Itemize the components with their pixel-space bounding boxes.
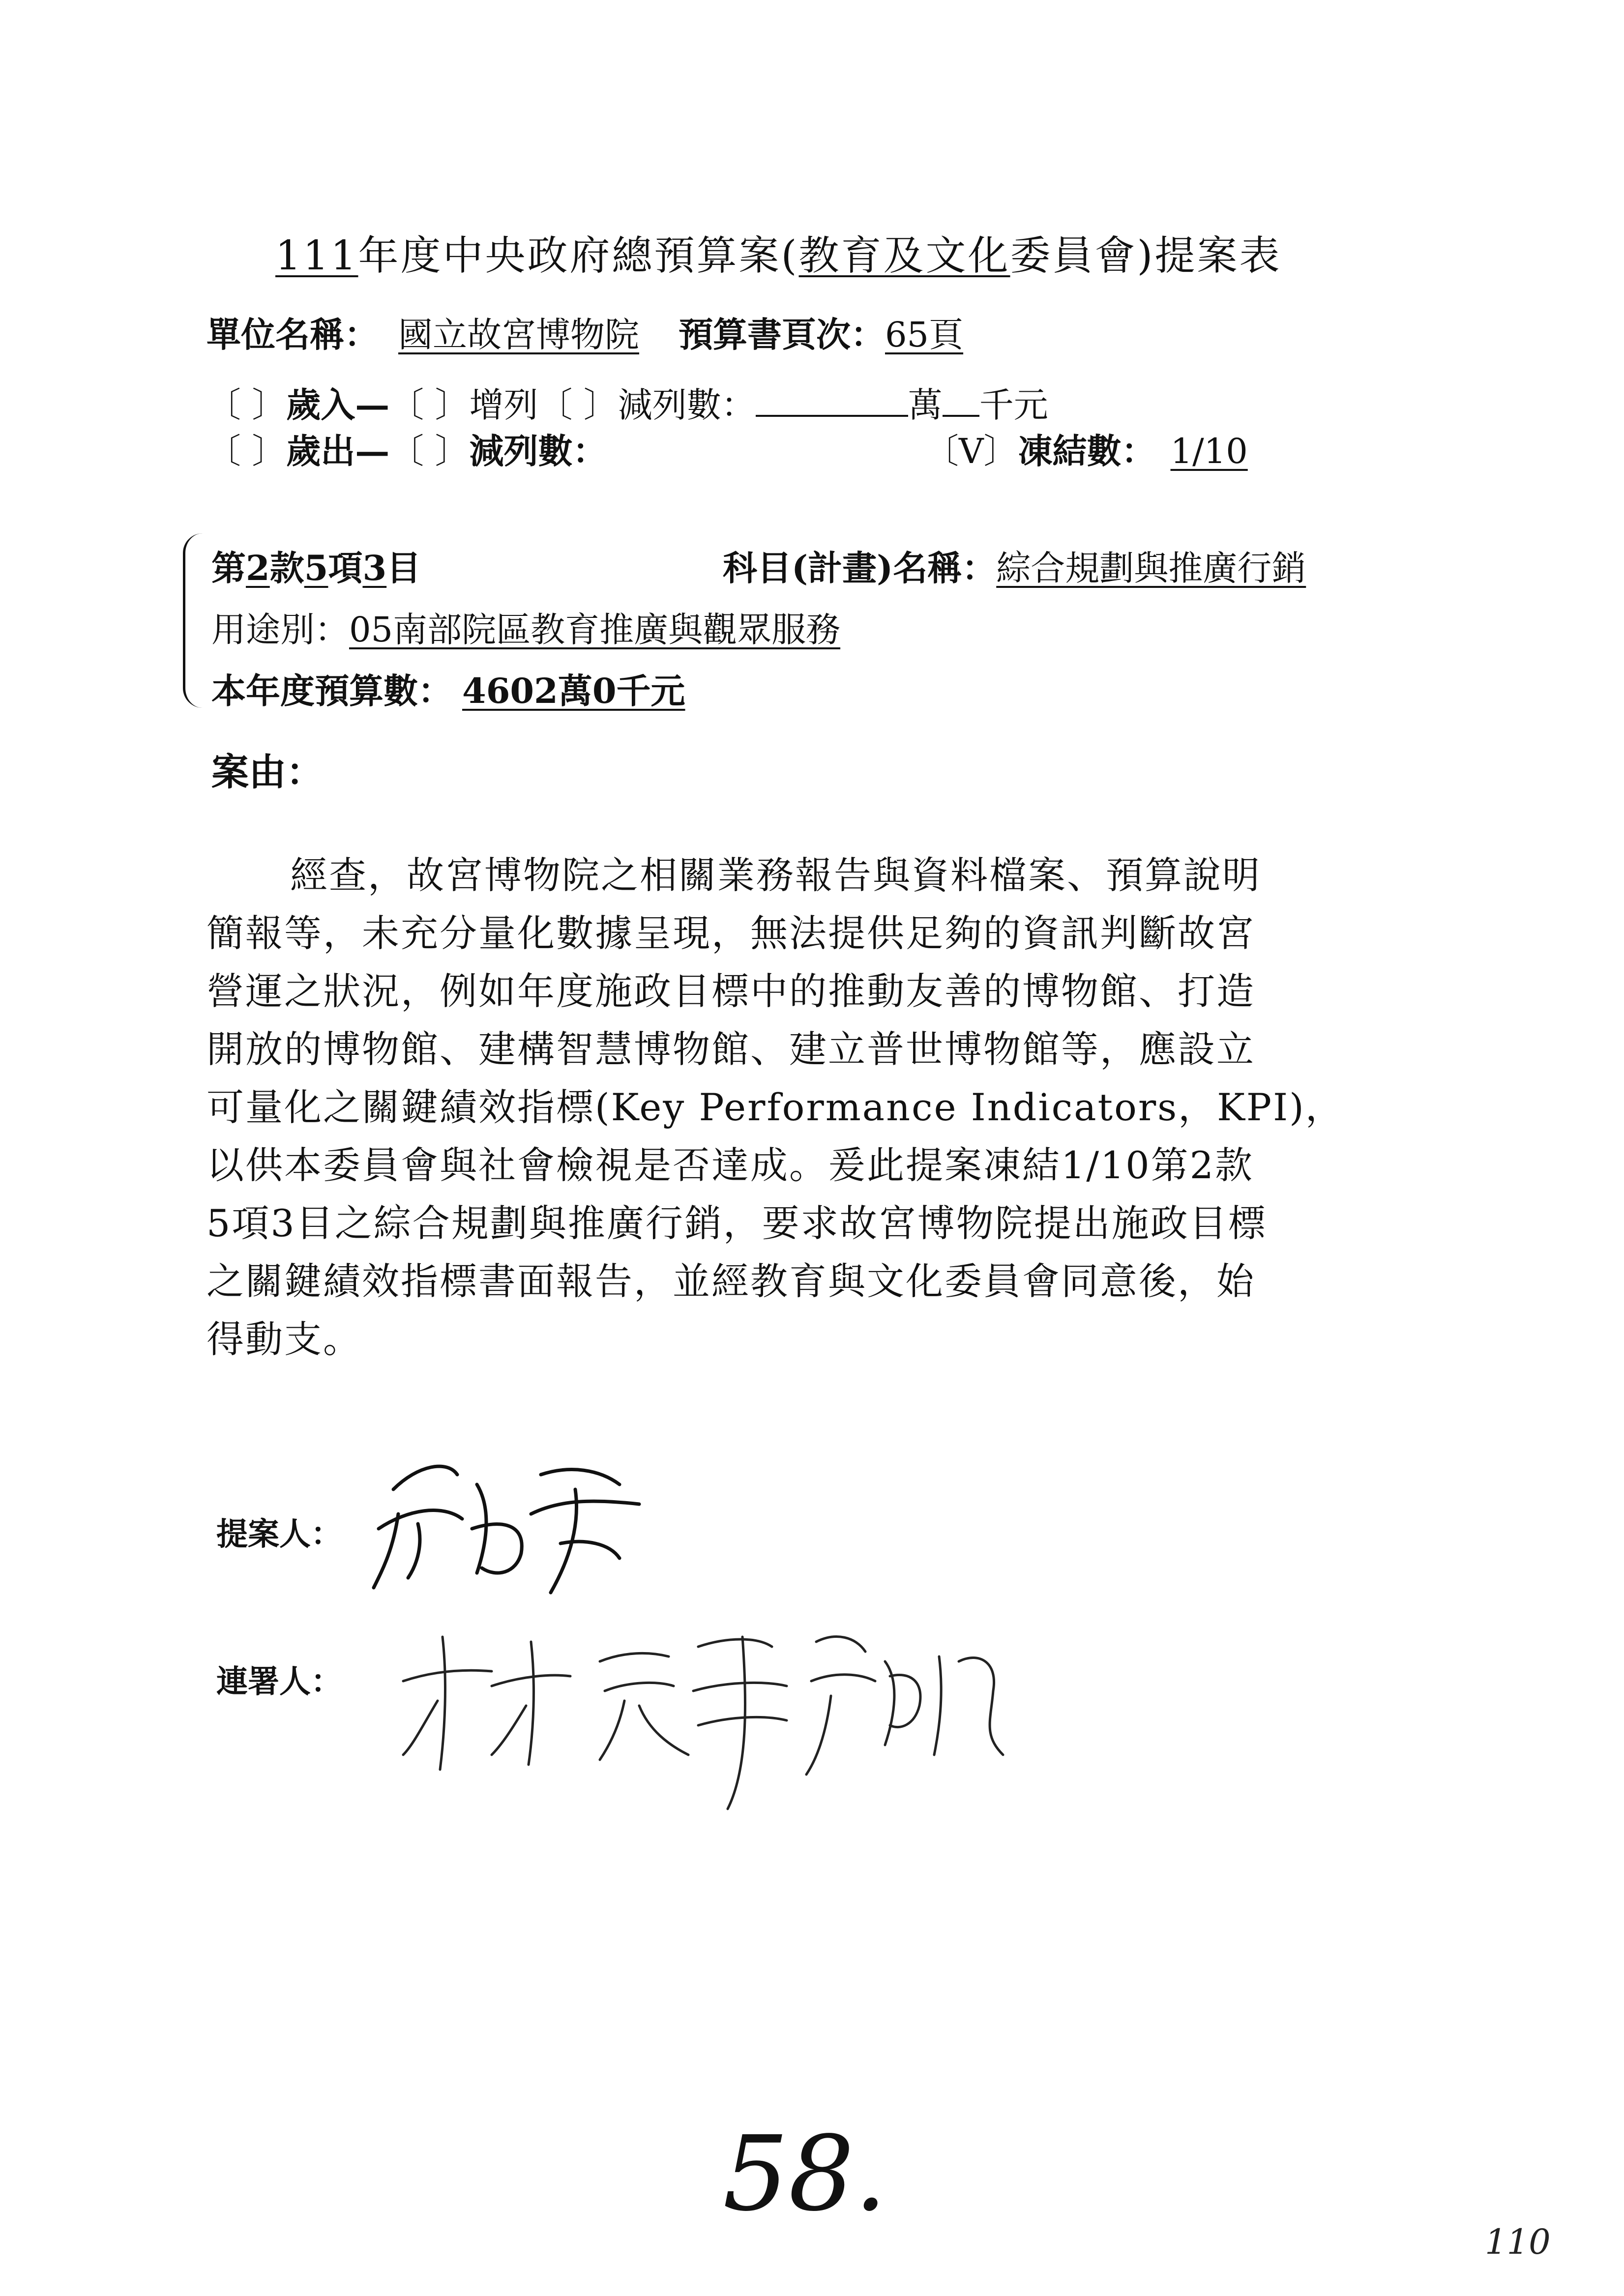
wan-blank xyxy=(756,410,908,417)
budget-value: 4602萬0千元 xyxy=(462,670,685,711)
body-line: 得動支。 xyxy=(207,1317,362,1361)
title-year: 111 xyxy=(275,233,358,279)
cosigner-label: 連署人： xyxy=(216,1663,342,1700)
title-text-2: 委員會)提案表 xyxy=(1010,233,1282,279)
kuan-label: 款 xyxy=(269,548,304,588)
xiang-number: 5 xyxy=(304,548,328,588)
budget-label: 本年度預算數： xyxy=(211,670,452,711)
qian-blank xyxy=(943,410,979,417)
exp-decrease-label: 減列數： xyxy=(469,431,607,471)
mu-number: 3 xyxy=(362,548,387,588)
reason-label: 案由： xyxy=(211,750,324,794)
qian-unit: 千元 xyxy=(979,385,1048,425)
revenue-decrease-label: 減列數： xyxy=(618,385,756,425)
exp-decrease-checkbox: 〔 〕 xyxy=(389,431,470,471)
expenditure-row xyxy=(207,424,607,473)
usage-label: 用途別： xyxy=(211,610,349,650)
freeze-row xyxy=(924,424,1248,473)
freeze-value: 1/10 xyxy=(1170,431,1248,471)
proposer-signature xyxy=(364,1445,659,1602)
body-line: 經查，故宮博物院之相關業務報告與資料檔案、預算說明 xyxy=(290,853,1261,897)
document-title xyxy=(275,224,1282,281)
usage-row xyxy=(211,602,840,652)
unit-label: 單位名稱： xyxy=(207,314,379,355)
decrease-checkbox: 〔 〕 xyxy=(538,385,618,425)
freeze-label: 凍結數： xyxy=(1018,431,1156,471)
body-line: 之關鍵績效指標書面報告，並經教育與文化委員會同意後，始 xyxy=(207,1259,1255,1303)
body-line: 可量化之關鍵績效指標(Key Performance Indicators，KPI)， xyxy=(207,1085,1344,1129)
revenue-row xyxy=(207,378,1048,427)
subject-value: 綜合規劃與推廣行銷 xyxy=(996,548,1306,588)
revenue-checkbox: 〔 〕 xyxy=(207,385,287,425)
subject-label: 科目(計畫)名稱： xyxy=(723,548,997,588)
proposer-label: 提案人： xyxy=(216,1516,342,1553)
body-line: 營運之狀況，例如年度施政目標中的推動友善的博物館、打造 xyxy=(207,969,1255,1013)
usage-value: 05南部院區教育推廣與觀眾服務 xyxy=(349,610,841,650)
page-label: 預算書頁次： xyxy=(679,314,885,355)
item-row xyxy=(211,541,421,590)
unit-value: 國立故宮博物院 xyxy=(398,315,639,355)
page-value: 65頁 xyxy=(885,315,964,355)
item-brace xyxy=(183,533,205,708)
body-line: 以供本委員會與社會檢視是否達成。爰此提案凍結1/10第2款 xyxy=(207,1143,1254,1187)
body-line: 簡報等，未充分量化數據呈現，無法提供足夠的資訊判斷故宮 xyxy=(207,911,1255,955)
item-di: 第 xyxy=(211,548,246,588)
budget-row xyxy=(211,664,685,713)
subject-row xyxy=(723,541,1306,590)
title-committee: 教育及文化 xyxy=(798,233,1010,279)
corner-number: 110 xyxy=(1485,2222,1551,2262)
handwritten-number: 58. xyxy=(723,2114,887,2234)
body-line: 5項3目之綜合規劃與推廣行銷，要求故宮博物院提出施政目標 xyxy=(207,1201,1267,1245)
expenditure-label: 歲出— xyxy=(286,431,390,471)
freeze-checkbox: 〔V〕 xyxy=(924,431,1018,471)
wan-unit: 萬 xyxy=(908,385,943,425)
increase-checkbox: 〔 〕 xyxy=(389,385,470,425)
revenue-label: 歲入— xyxy=(286,384,390,425)
body-line: 開放的博物館、建構智慧博物館、建立普世博物館等，應設立 xyxy=(207,1027,1255,1071)
increase-label: 增列 xyxy=(469,385,538,425)
mu-label: 目 xyxy=(386,548,421,588)
unit-row xyxy=(207,307,963,357)
title-text-1: 年度中央政府總預算案( xyxy=(358,233,799,279)
expenditure-checkbox: 〔 〕 xyxy=(207,431,287,471)
cosigner-signatures xyxy=(393,1607,1033,1833)
xiang-label: 項 xyxy=(328,548,363,588)
kuan-number: 2 xyxy=(246,548,270,588)
